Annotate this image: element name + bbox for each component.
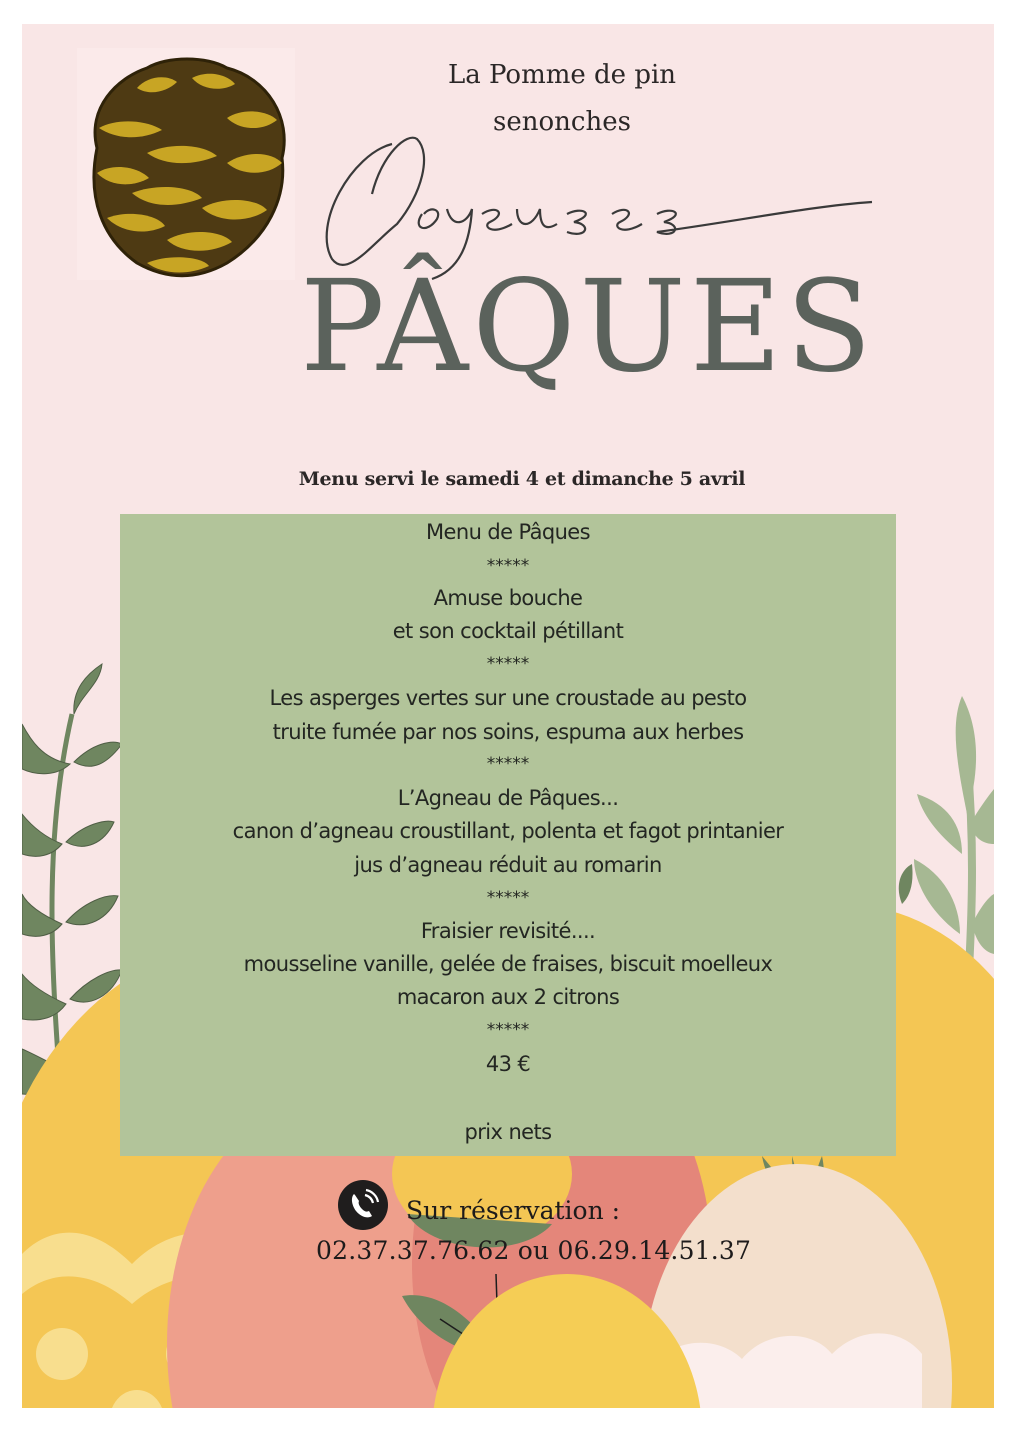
reservation-phone-numbers[interactable]: 02.37.37.76.62 ou 06.29.14.51.37 [316,1236,752,1265]
course-detail: mousseline vanille, gelée de fraises, biscuit moelleux [243,952,773,976]
course-dessert: Fraisier revisité.... [420,919,596,943]
menu-separator: ***** [486,1020,530,1040]
menu-card [120,514,896,1156]
course-detail: jus d’agneau réduit au romarin [354,853,662,877]
course-detail: macaron aux 2 citrons [396,985,620,1009]
course-detail: canon d’agneau croustillant, polenta et fagot printanier [232,819,784,843]
leaf-icon [899,864,913,904]
menu-separator: ***** [486,556,530,576]
course-main: L’Agneau de Pâques... [397,786,619,810]
course-detail: truite fumée par nos soins, espuma aux herbes [272,720,744,744]
menu-title: Menu de Pâques [426,520,590,544]
phone-icon [338,1180,388,1230]
menu-separator: ***** [486,888,530,908]
served-dates: Menu servi le samedi 4 et dimanche 5 avril [298,468,746,490]
restaurant-name-line2: senonches [493,107,631,137]
reservation-label: Sur réservation : [406,1196,621,1225]
course-amuse-bouche: Amuse bouche [433,586,583,610]
restaurant-name-line1: La Pomme de pin [447,60,677,90]
pinecone-icon [77,48,295,280]
page-title: PÂQUES [300,253,876,400]
pinecone-logo [77,48,295,280]
poster [22,24,994,1408]
course-starter: Les asperges vertes sur une croustade au pesto [269,686,747,710]
menu-price: 43 € [485,1052,531,1076]
menu-price-note: prix nets [464,1120,552,1144]
menu-separator: ***** [486,654,530,674]
menu-separator: ***** [486,754,530,774]
course-detail: et son cocktail pétillant [392,619,624,643]
